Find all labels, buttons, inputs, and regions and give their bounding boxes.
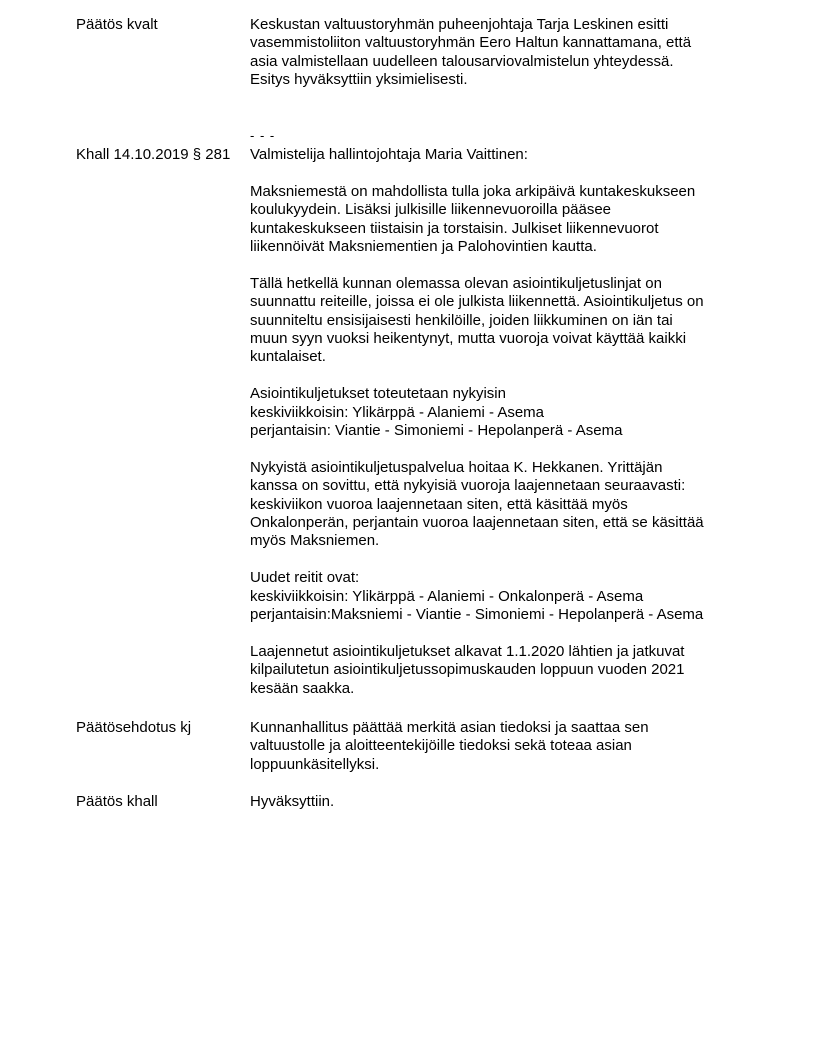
text-line: keskiviikkoisin: Ylikärppä - Alaniemi - Asema: [250, 403, 545, 421]
text-line: asia valmistellaan uudelleen talousarviovalmistelun yhteydessä.: [250, 52, 674, 70]
section-label: Khall 14.10.2019 § 281: [76, 146, 231, 163]
section-content: [250, 719, 746, 774]
text-line: valtuustolle ja aloitteentekijöille tiedoksi sekä toteaa asian: [250, 737, 632, 755]
text-line: liikennöivät Maksniementien ja Palohovintien kautta.: [250, 238, 597, 256]
section-label: Päätös khall: [76, 793, 158, 810]
section-label: Päätös kvalt: [76, 16, 158, 33]
text-line: kuntalaiset.: [250, 348, 326, 366]
text-line: kilpailutetun asiointikuljetussopimuskauden loppuun vuoden 2021: [250, 661, 685, 679]
text-line: Laajennetut asiointikuljetukset alkavat 1.1.2020 lähtien ja jatkuvat: [250, 642, 685, 660]
section-content: [250, 793, 746, 811]
text-line: vasemmistoliiton valtuustoryhmän Eero Haltun kannattamana, että: [250, 34, 692, 52]
text-line: myös Maksniemen.: [250, 532, 380, 550]
text-line: muun syyn vuoksi heikentynyt, mutta vuoroja voivat käyttää kaikki: [250, 330, 687, 348]
text-line: Esitys hyväksyttiin yksimielisesti.: [250, 71, 468, 89]
text-line: loppuunkäsitellyksi.: [250, 755, 380, 773]
text-line: kanssa on sovittu, että nykyisiä vuoroja laajennetaan seuraavasti:: [250, 477, 686, 495]
text-line: perjantaisin:Maksniemi - Viantie - Simoniemi - Hepolanperä - Asema: [250, 606, 704, 624]
text-line: keskiviikon vuoroa laajennetaan siten, että käsittää myös: [250, 495, 628, 513]
text-line: Maksniemestä on mahdollista tulla joka arkipäivä kuntakeskukseen: [250, 182, 696, 200]
text-line: kuntakeskukseen tiistaisin ja torstaisin. Julkiset liikennevuorot: [250, 219, 659, 237]
text-line: suunniteltu ensisijaisesti henkilöille, joiden liikkuminen on iän tai: [250, 311, 673, 329]
text-line: keskiviikkoisin: Ylikärppä - Alaniemi - Onkalonperä - Asema: [250, 587, 644, 605]
preparer-line: Valmistelija hallintojohtaja Maria Vaittinen:: [250, 146, 528, 163]
text-line: Uudet reitit ovat:: [250, 569, 360, 587]
text-line: perjantaisin: Viantie - Simoniemi - Hepolanperä - Asema: [250, 422, 623, 440]
text-line: suunnattu reiteille, joissa ei ole julkista liikennettä. Asiointikuljetus on: [250, 293, 704, 311]
text-line: koulukyydein. Lisäksi julkisille liikennevuoroilla pääsee: [250, 201, 612, 219]
text-line: Tällä hetkellä kunnan olemassa olevan asiointikuljetuslinjat on: [250, 274, 662, 292]
section-content: [250, 146, 746, 698]
text-line: Onkalonperän, perjantain vuoroa laajennetaan siten, että se käsittää: [250, 514, 704, 532]
text-line: Nykyistä asiointikuljetuspalvelua hoitaa K. Hekkanen. Yrittäjän: [250, 458, 663, 476]
text-line: Kunnanhallitus päättää merkitä asian tiedoksi ja saattaa sen: [250, 719, 649, 736]
text-line: Keskustan valtuustoryhmän puheenjohtaja Tarja Leskinen esitti: [250, 16, 669, 33]
text-line: Hyväksyttiin.: [250, 793, 335, 810]
section-label: Päätösehdotus kj: [76, 719, 192, 736]
text-line: Asiointikuljetukset toteutetaan nykyisin: [250, 385, 506, 403]
text-line: kesään saakka.: [250, 679, 355, 697]
section-content: [250, 16, 746, 90]
separator-text: - - -: [250, 128, 276, 143]
